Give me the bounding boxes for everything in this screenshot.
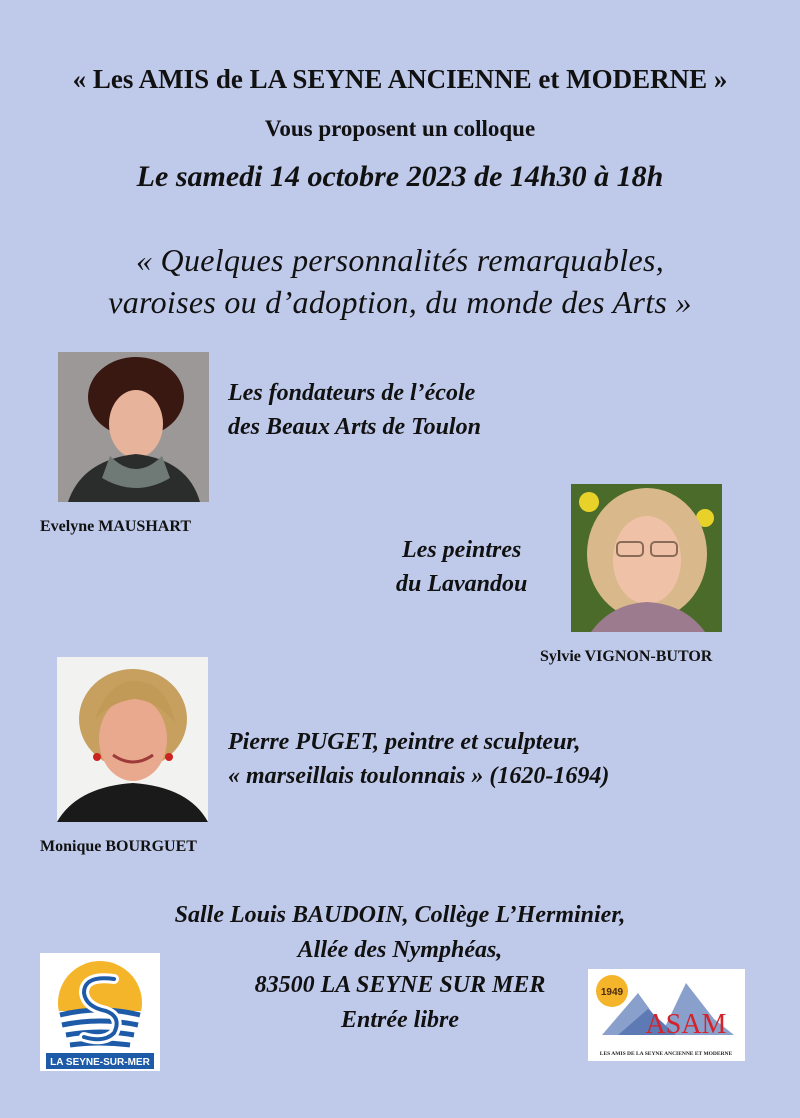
asam-year: 1949: [600, 987, 624, 998]
talk-title-line: Les fondateurs de l’école: [228, 380, 476, 406]
organizer-title: « Les AMIS de LA SEYNE ANCIENNE et MODERNE »: [72, 64, 728, 94]
talk-title-line: Les peintres: [402, 537, 522, 563]
speaker-photo-sylvie: [571, 484, 722, 632]
asam-letters: ASAM: [645, 1009, 727, 1040]
venue-line: Allée des Nymphéas,: [297, 937, 503, 963]
speaker-name: Monique BOURGUET: [40, 838, 197, 855]
talk-title: [228, 725, 609, 793]
theme-line-2: varoises ou d’adoption, du monde des Arts »: [108, 284, 692, 320]
event-date: Le samedi 14 octobre 2023 de 14h30 à 18h: [136, 160, 664, 193]
speaker-name: Sylvie VIGNON-BUTOR: [540, 648, 713, 665]
venue-line: 83500 LA SEYNE SUR MER: [254, 972, 546, 998]
venue-line: Entrée libre: [341, 1007, 459, 1033]
city-logo-text: LA SEYNE-SUR-MER: [50, 1057, 150, 1068]
talk-title-line: du Lavandou: [396, 571, 528, 597]
speaker-photo-monique: [57, 657, 208, 822]
talk-title-line: Pierre PUGET, peintre et sculpteur,: [228, 729, 581, 755]
talk-title: [396, 533, 527, 601]
talk-title: [228, 376, 481, 444]
venue-line: Salle Louis BAUDOIN, Collège L’Herminier,: [174, 902, 626, 928]
la-seyne-logo: [40, 953, 160, 1071]
talk-title-line: des Beaux Arts de Toulon: [228, 414, 481, 440]
speaker-name: Evelyne MAUSHART: [40, 518, 191, 535]
subtitle: Vous proposent un colloque: [264, 116, 536, 141]
asam-logo: [588, 969, 745, 1061]
asam-caption: LES AMIS DE LA SEYNE ANCIENNE ET MODERNE: [599, 1051, 733, 1057]
talk-title-line: « marseillais toulonnais » (1620-1694): [228, 763, 610, 789]
speaker-photo-evelyne: [58, 352, 209, 502]
theme-line-1: « Quelques personnalités remarquables,: [135, 242, 665, 278]
